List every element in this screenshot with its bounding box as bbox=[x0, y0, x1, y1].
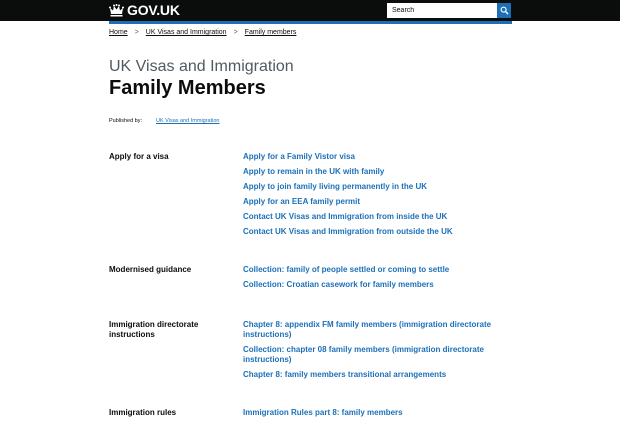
section-links-immigration-rules bbox=[243, 408, 493, 423]
link-contact-outside-uk[interactable]: Contact UK Visas and Immigration from outside the UK bbox=[243, 227, 453, 236]
link-chapter-08-collection[interactable]: Collection: chapter 08 family members (immigration directorate instructions) bbox=[243, 345, 484, 364]
header-blue-bar bbox=[109, 21, 512, 24]
link-remain-in-uk[interactable]: Apply to remain in the UK with family bbox=[243, 167, 385, 176]
search-form bbox=[387, 3, 511, 18]
search-button[interactable] bbox=[497, 3, 511, 18]
section-heading-modernised-guidance: Modernised guidance bbox=[109, 265, 192, 274]
section-heading-apply-for-a-visa: Apply for a visa bbox=[109, 152, 169, 161]
link-contact-inside-uk[interactable]: Contact UK Visas and Immigration from inside the UK bbox=[243, 212, 448, 221]
page-caption: UK Visas and Immigration bbox=[109, 58, 294, 75]
link-eea-family-permit[interactable]: Apply for an EEA family permit bbox=[243, 197, 361, 206]
breadcrumb-family-members[interactable]: Family members bbox=[244, 29, 297, 36]
link-chapter-8-appendix-fm[interactable]: Chapter 8: appendix FM family members (immigration directorate instructions) bbox=[243, 320, 492, 339]
link-croatian-casework[interactable]: Collection: Croatian casework for family members bbox=[243, 280, 434, 289]
link-family-visitor-visa[interactable]: Apply for a Family Vistor visa bbox=[243, 152, 355, 161]
section-heading-immigration-directorate-instructions: Immigration directorate instructions bbox=[109, 320, 199, 339]
site-header bbox=[0, 0, 620, 21]
breadcrumb-uk-visas[interactable]: UK Visas and Immigration bbox=[145, 29, 227, 36]
section-links-immigration-directorate-instructions bbox=[243, 320, 493, 385]
search-input[interactable] bbox=[387, 3, 497, 18]
breadcrumb-separator-icon: > bbox=[233, 29, 238, 36]
govuk-logo-link[interactable] bbox=[109, 2, 180, 19]
logo-text: GOV.UK bbox=[127, 2, 180, 18]
link-immigration-rules-part-8[interactable]: Immigration Rules part 8: family members bbox=[243, 408, 403, 417]
link-join-family[interactable]: Apply to join family living permanently in the UK bbox=[243, 182, 428, 191]
page-title: Family Members bbox=[109, 77, 266, 99]
section-heading-immigration-rules: Immigration rules bbox=[109, 408, 177, 417]
section-links-modernised-guidance bbox=[243, 265, 493, 295]
breadcrumb-separator-icon: > bbox=[134, 29, 139, 36]
crown-icon bbox=[109, 4, 124, 17]
publisher-link[interactable]: UK Visas and Immigration bbox=[156, 118, 220, 124]
section-links-apply-for-a-visa bbox=[243, 152, 493, 242]
breadcrumb-home[interactable]: Home bbox=[109, 29, 128, 36]
published-by-label: Published by: bbox=[109, 118, 143, 124]
search-icon bbox=[500, 6, 509, 15]
breadcrumb bbox=[109, 28, 296, 37]
link-family-settled-collection[interactable]: Collection: family of people settled or coming to settle bbox=[243, 265, 450, 274]
link-chapter-8-transitional[interactable]: Chapter 8: family members transitional arrangements bbox=[243, 370, 447, 379]
